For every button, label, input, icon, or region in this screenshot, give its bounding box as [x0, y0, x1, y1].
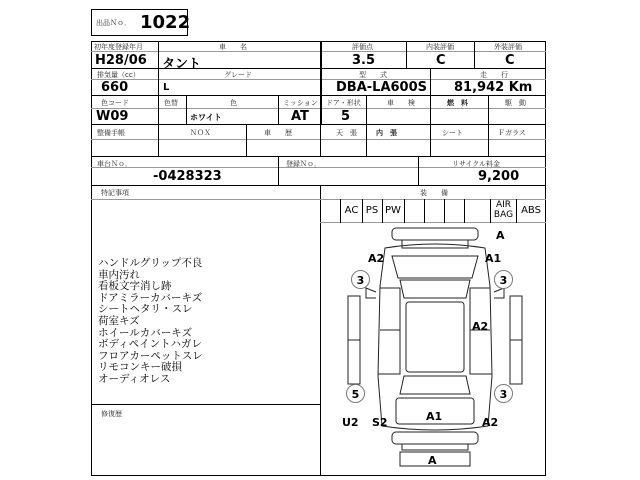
- equip-ps: PS: [365, 205, 379, 216]
- color-code: W09: [96, 109, 129, 124]
- recycle-fee-label: リサイクル料金: [452, 160, 501, 168]
- damage-front-left: A2: [368, 252, 385, 265]
- car-diagram: [330, 226, 540, 472]
- doors-label: ドア・形状: [326, 99, 361, 107]
- mission-label: ミッション: [283, 99, 318, 107]
- exterior-grade-label: 外装評価: [494, 43, 522, 51]
- score-label: 評価点: [352, 43, 373, 51]
- damage-back: A: [428, 454, 437, 467]
- list-item: 荷室キズ: [98, 315, 140, 327]
- list-item: 車内汚れ: [98, 268, 140, 281]
- car-name: タント: [162, 57, 202, 72]
- doors: 5: [341, 109, 351, 124]
- color: ホワイト: [190, 113, 222, 122]
- damage-front: A: [496, 229, 505, 242]
- damage-rear-right: A2: [482, 416, 499, 429]
- list-item: ボディペイントハガレ: [98, 338, 202, 351]
- lot-number: 1022: [140, 12, 191, 33]
- list-item: ドアミラーカバーキズ: [98, 291, 203, 304]
- year-label: 初年度登録年月: [94, 43, 143, 51]
- tire-front-left: 3: [351, 270, 370, 289]
- displacement: 660: [101, 80, 129, 95]
- list-item: 看板文字消し跡: [98, 280, 172, 293]
- damage-rear-left-u2: U2: [342, 416, 359, 429]
- front-glass-label: Ｆガラス: [498, 129, 526, 137]
- model-code: DBA-LA600S: [336, 80, 427, 95]
- damage-rear: A1: [426, 410, 443, 423]
- list-item: リモコンキー破損: [98, 361, 182, 374]
- equip-ac: AC: [344, 205, 359, 216]
- tire-rear-right: 3: [494, 384, 513, 403]
- lot-number-label: 出品Ｎｏ．: [96, 19, 131, 27]
- list-item: オーディオレス: [98, 373, 171, 385]
- interior-grade: C: [436, 53, 446, 68]
- grade-label: グレード: [224, 71, 252, 79]
- list-item: ハンドルグリップ不良: [98, 257, 203, 269]
- drive-label: 駆 動: [505, 99, 526, 107]
- inspection-label: 車 検: [387, 99, 415, 107]
- chassis-number: -0428323: [153, 169, 222, 184]
- registration-label: 登録Ｎｏ．: [286, 160, 321, 168]
- equip-airbag: AIR BAG: [493, 200, 514, 220]
- interior-grade-label: 内装評価: [426, 43, 454, 51]
- grade: L: [163, 82, 170, 93]
- repair-history-label: 修復歴: [101, 410, 122, 418]
- chassis-label: 車台Ｎｏ．: [97, 160, 132, 168]
- nox-label: ＮＯＸ: [190, 129, 211, 137]
- mileage-label: 走 行: [480, 71, 508, 79]
- damage-front-right: A1: [485, 252, 502, 265]
- inner-lining-label: 内 張: [376, 129, 397, 137]
- recycle-fee: 9,200: [478, 169, 520, 184]
- score: 3.5: [352, 53, 376, 68]
- seat-label: シート: [442, 129, 463, 137]
- list-item: フロアカーペットスレ: [98, 349, 203, 362]
- tire-rear-left: 5: [346, 384, 365, 403]
- color-label: 色: [230, 99, 237, 107]
- car-name-label: 車 名: [219, 43, 247, 51]
- damage-right-side: A2: [472, 320, 489, 333]
- equip-abs: ABS: [521, 205, 541, 216]
- displacement-label: 排気量（cc）: [97, 71, 140, 79]
- damage-rear-left-s2: S2: [372, 416, 388, 429]
- maintenance-book-label: 整備手帳: [97, 129, 125, 137]
- model-label: 型 式: [359, 71, 387, 79]
- tire-front-right: 3: [494, 270, 513, 289]
- exterior-grade: C: [505, 53, 515, 68]
- notes-title: 特記事項: [101, 189, 129, 197]
- fuel-label: 燃 料: [447, 99, 468, 107]
- list-item: シートヘタリ・スレ: [98, 303, 193, 316]
- lot-number-box: [91, 9, 191, 36]
- color-change-label: 色替: [164, 99, 178, 107]
- mileage: 81,942 Km: [454, 80, 533, 95]
- color-code-label: 色コード: [101, 99, 129, 107]
- mission: AT: [291, 109, 309, 124]
- roof-lining-label: 天 張: [336, 129, 357, 137]
- equipment-title: 装 備: [420, 189, 448, 197]
- first-registration: H28/06: [95, 53, 147, 68]
- equip-pw: PW: [385, 205, 401, 216]
- list-item: ホイールカバーキズ: [98, 326, 193, 339]
- history-label: 車 歴: [264, 129, 292, 137]
